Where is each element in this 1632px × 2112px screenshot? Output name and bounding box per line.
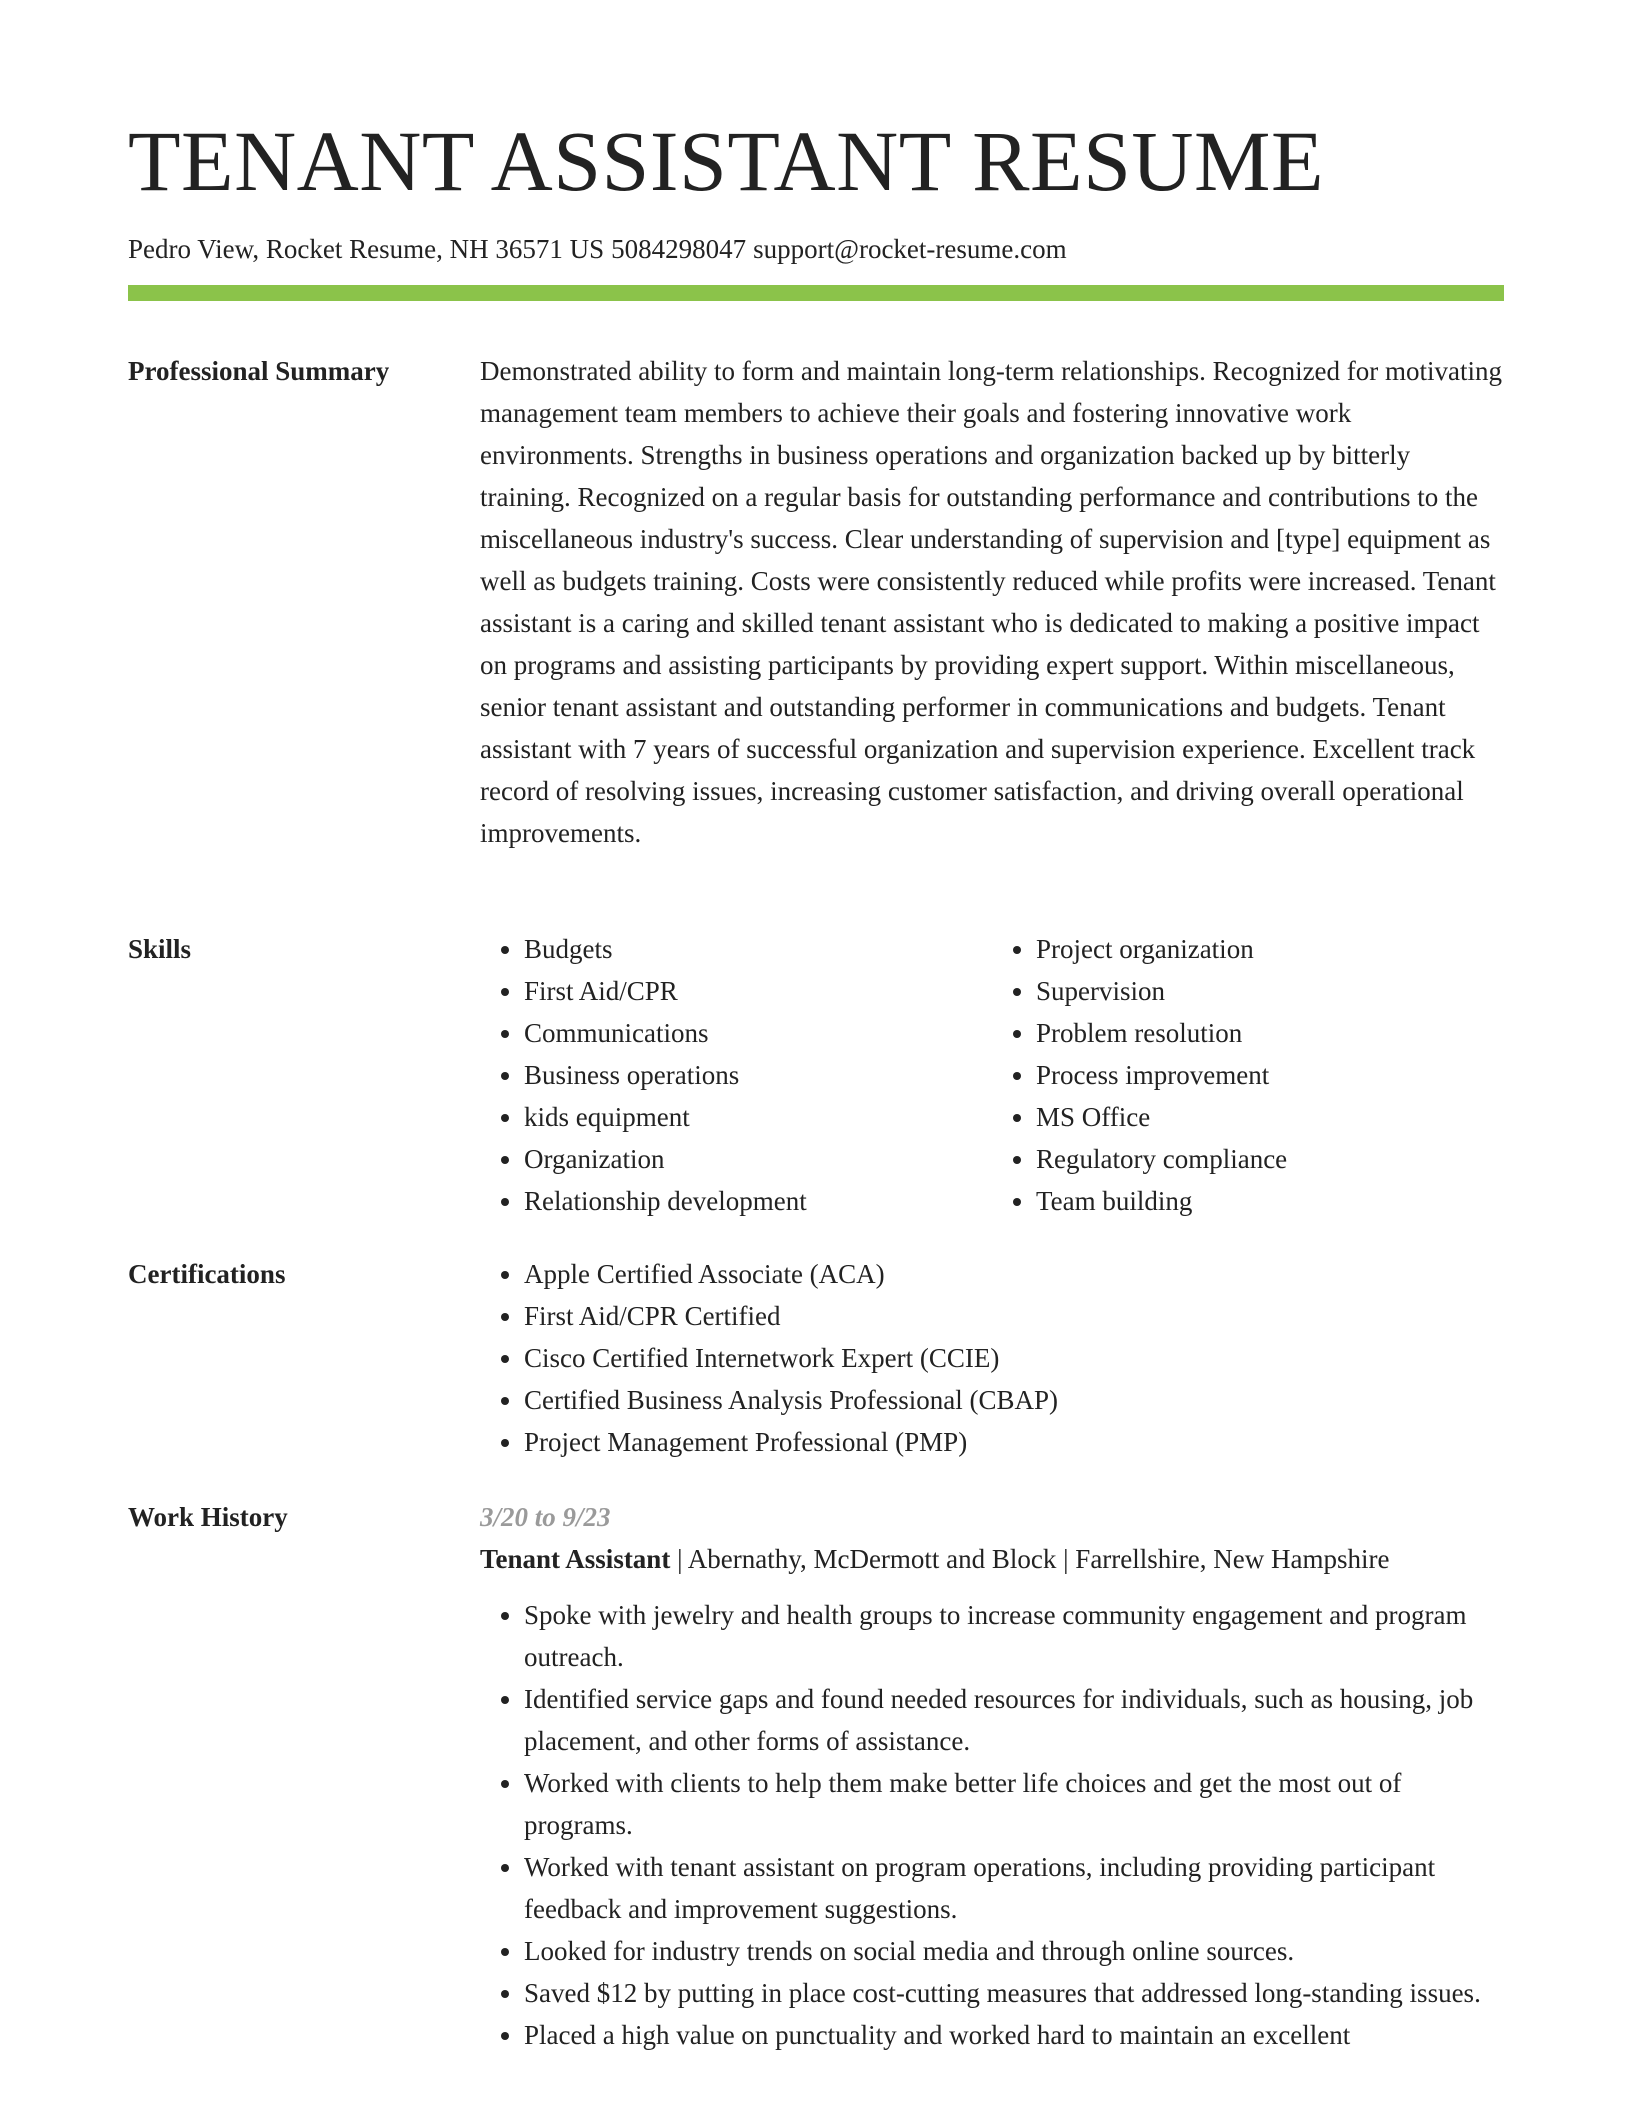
list-item: • Relationship development [524,1180,992,1222]
list-item: • Spoke with jewelry and health groups to increase community engagement and program outreach. [524,1594,1504,1678]
skills-list-left [480,928,992,1222]
contact-phone: 5084298047 [611,234,747,264]
list-item: • Apple Certified Associate (ACA) [524,1253,1504,1295]
list-item: • Organization [524,1138,992,1180]
contact-address: Pedro View, Rocket Resume, NH 36571 US [128,234,605,264]
list-item: • Team building [1036,1180,1504,1222]
job-role-line [480,1538,1504,1580]
list-item: • Communications [524,1012,992,1054]
job-bullets [480,1594,1504,2056]
list-item: • Process improvement [1036,1054,1504,1096]
list-item: • Looked for industry trends on social media and through online sources. [524,1930,1504,1972]
list-item: • Worked with tenant assistant on program operations, including providing participant feedback and improvement suggestions. [524,1846,1504,1930]
section-label-summary: Professional Summary [128,356,390,386]
section-label-certifications: Certifications [128,1259,286,1289]
section-label-work-history: Work History [128,1502,288,1532]
list-item: • Regulatory compliance [1036,1138,1504,1180]
list-item: • Worked with clients to help them make better life choices and get the most out of programs. [524,1762,1504,1846]
job-dates: 3/20 to 9/23 [480,1502,611,1532]
list-item: • First Aid/CPR [524,970,992,1012]
job-details: | Abernathy, McDermott and Block | Farrellshire, New Hampshire [670,1544,1390,1574]
list-item: • kids equipment [524,1096,992,1138]
list-item: • Project organization [1036,928,1504,970]
header-divider [128,285,1504,301]
list-item: • MS Office [1036,1096,1504,1138]
list-item: • First Aid/CPR Certified [524,1295,1504,1337]
list-item: • Problem resolution [1036,1012,1504,1054]
section-label-skills: Skills [128,934,192,964]
work-history-body [480,1496,1504,2056]
skills-body [480,928,1504,1222]
list-item: • Saved $12 by putting in place cost-cutting measures that addressed long-standing issues. [524,1972,1504,2014]
skills-list-right [992,928,1504,1222]
contact-email: support@rocket-resume.com [753,234,1067,264]
resume-title: TENANT ASSISTANT RESUME [128,113,1325,209]
summary-body [480,350,1504,854]
list-item: • Budgets [524,928,992,970]
certifications-list [480,1253,1504,1463]
list-item: • Supervision [1036,970,1504,1012]
list-item: • Cisco Certified Internetwork Expert (CCIE) [524,1337,1504,1379]
summary-text: Demonstrated ability to form and maintain long-term relationships. Recognized for motivating management team members to achieve their goals and fostering innovative work environments. Strengths in business operations and organization backed up by bitterly training. Recognized on a regular basis for outstanding performance and contributions to the miscellaneous industry's success. Clear understanding of supervision and [type] equipment as well as budgets training. Costs were consistently reduced while profits were increased. Tenant assistant is a caring and skilled tenant assistant who is dedicated to making a positive impact on programs and assisting participants by providing expert support. Within miscellaneous, senior tenant assistant and outstanding performer in communications and budgets. Tenant assistant with 7 years of successful organization and supervision experience. Excellent track record of resolving issues, increasing customer satisfaction, and driving overall operational improvements. [480,356,1503,848]
certifications-body [480,1253,1504,1463]
list-item: • Identified service gaps and found needed resources for individuals, such as housing, job placement, and other forms of assistance. [524,1678,1504,1762]
list-item: • Business operations [524,1054,992,1096]
contact-line [128,232,1074,266]
job-title: Tenant Assistant [480,1544,671,1574]
job-entry [480,1496,1504,2056]
list-item: • Certified Business Analysis Professional (CBAP) [524,1379,1504,1421]
list-item: • Project Management Professional (PMP) [524,1421,1504,1463]
list-item: • Placed a high value on punctuality and worked hard to maintain an excellent [524,2014,1504,2056]
